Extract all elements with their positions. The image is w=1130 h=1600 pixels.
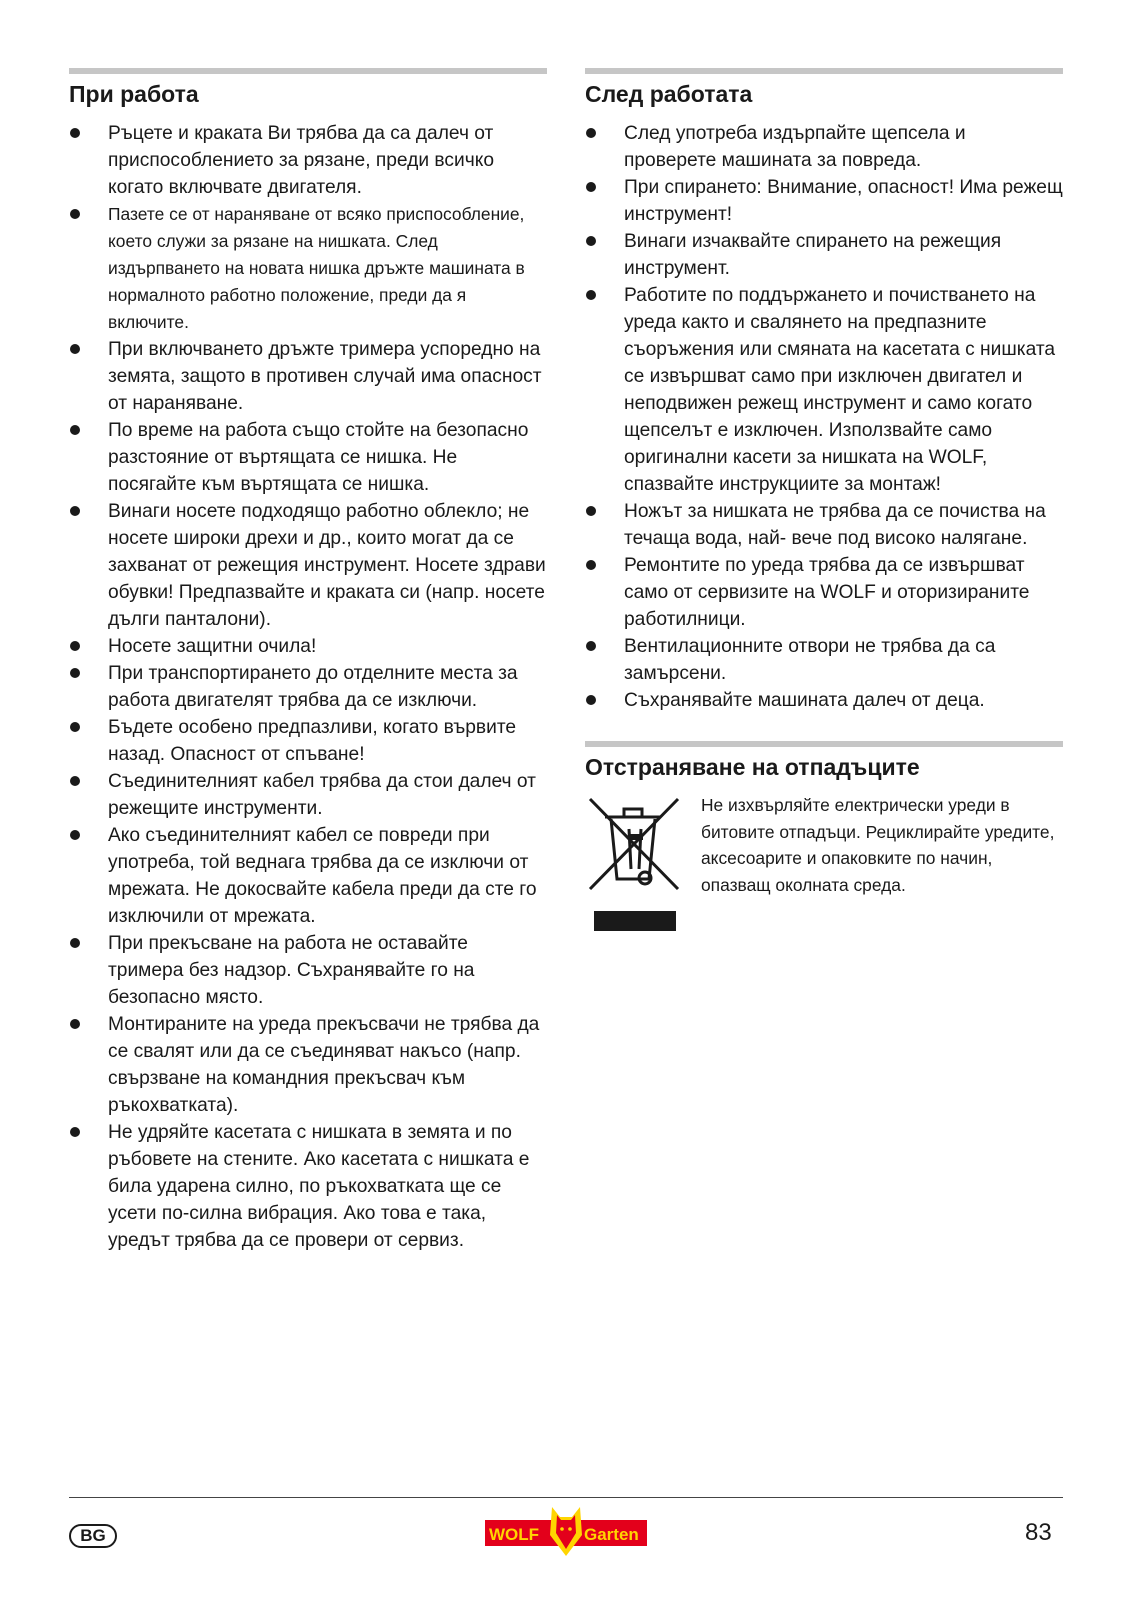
list-item: Съхранявайте машината далеч от деца.	[585, 687, 1063, 714]
list-item: Не удряйте касетата с нишката в земята и по ръбовете на стените. Ако касетата с нишката е била ударена силно, по ръкохватката ще се усети по-силна вибрация. Ако това е така, уредът трябва да се провери от сервиз.	[69, 1119, 547, 1254]
disposal-text: Не изхвърляйте електрически уреди в битовите отпадъци. Рециклирайте уредите, аксесоарите и опаковките по начин, опазващ околната среда.	[701, 795, 1055, 895]
list-item: При прекъсване на работа не оставайте тримера без надзор. Съхранявайте го на безопасно място.	[69, 930, 547, 1011]
bullet-icon	[70, 938, 80, 948]
bullet-icon	[70, 1019, 80, 1029]
bullet-icon	[70, 128, 80, 138]
bullet-icon	[70, 209, 80, 219]
list-item: Винаги изчаквайте спирането на режещия инструмент.	[585, 228, 1063, 282]
bullet-icon	[70, 641, 80, 651]
bullet-icon	[586, 506, 596, 516]
disposal-section	[585, 741, 1063, 933]
list-item: Ножът за нишката не трябва да се почиства на течаща вода, най- вече под високо налягане.	[585, 498, 1063, 552]
disposal-block	[585, 793, 1063, 933]
list-item: При спирането: Внимание, опасност! Има режещ инструмент!	[585, 174, 1063, 228]
list-item: Монтираните на уреда прекъсвачи не трябва да се свалят или да се съединяват накъсо (напр. свързване на командния прекъсвач към ръкохватката).	[69, 1011, 547, 1119]
bullet-icon	[586, 641, 596, 651]
safety-list-after-work	[585, 120, 1063, 714]
list-item: Ръцете и краката Ви трябва да са далеч от приспособлението за рязане, преди всичко когато включвате двигателя.	[69, 120, 547, 201]
list-item: При включването дръжте тримера успоредно на земята, защото в противен случай има опасност от нараняване.	[69, 336, 547, 417]
bullet-icon	[70, 776, 80, 786]
bullet-icon	[586, 236, 596, 246]
list-item: Носете защитни очила!	[69, 633, 547, 660]
logo-text-garten: Garten	[584, 1525, 639, 1544]
left-column	[69, 68, 547, 1254]
bullet-icon	[586, 182, 596, 192]
list-item: Работите по поддържането и почистването на уреда както и свалянето на предпазните съоръжения или смяната на касетата с нишката се извършват само при изключен двигател и неподвижен режещ инструмент и само когато щепселът е изключен. Използвайте само оригинални касети за нишката на WOLF, спазвайте инструкциите за монтаж!	[585, 282, 1063, 498]
bullet-icon	[70, 830, 80, 840]
page-number: 83	[1025, 1519, 1052, 1546]
bullet-icon	[70, 344, 80, 354]
crossed-out-bin-icon	[585, 793, 685, 933]
bullet-icon	[586, 560, 596, 570]
list-item: Ремонтите по уреда трябва да се извършват само от сервизите на WOLF и оторизираните работилници.	[585, 552, 1063, 633]
wolf-garten-logo	[485, 1505, 647, 1557]
section-heading-after-work: След работата	[585, 81, 753, 107]
list-item: Съединителният кабел трябва да стои далеч от режещите инструменти.	[69, 768, 547, 822]
safety-list-during-work	[69, 120, 547, 1254]
bullet-icon	[70, 1127, 80, 1137]
bullet-icon	[70, 722, 80, 732]
list-item: Винаги носете подходящо работно облекло; не носете широки дрехи и др., които могат да се захванат от режещия инструмент. Носете здрави обувки! Предпазвайте и краката си (напр. носете дълги панталони).	[69, 498, 547, 633]
list-item: Пазете се от нараняване от всяко приспособление, което служи за рязане на нишката. След издърпването на новата нишка дръжте машината в нормалното работно положение, преди да я включите.	[69, 201, 547, 336]
language-badge: BG	[69, 1524, 117, 1548]
list-item: Вентилационните отвори не трябва да са замърсени.	[585, 633, 1063, 687]
section-heading-disposal: Отстраняване на отпадъците	[585, 754, 920, 780]
bullet-icon	[70, 668, 80, 678]
section-divider	[69, 68, 547, 74]
bullet-icon	[586, 290, 596, 300]
section-divider	[585, 68, 1063, 74]
section-heading-during-work: При работа	[69, 81, 199, 107]
bullet-icon	[70, 506, 80, 516]
logo-text-wolf: WOLF	[489, 1525, 540, 1544]
right-column	[585, 68, 1063, 933]
bullet-icon	[70, 425, 80, 435]
list-item: При транспортирането до отделните места за работа двигателят трябва да се изключи.	[69, 660, 547, 714]
bullet-icon	[586, 128, 596, 138]
footer-divider	[69, 1497, 1063, 1498]
section-divider	[585, 741, 1063, 747]
list-item: По време на работа също стойте на безопасно разстояние от въртящата се нишка. Не посягайте към въртящата се нишка.	[69, 417, 547, 498]
bullet-icon	[586, 695, 596, 705]
list-item: Ако съединителният кабел се повреди при употреба, той веднага трябва да се изключи от мрежата. Не докосвайте кабела преди да сте го изключили от мрежата.	[69, 822, 547, 930]
list-item: Бъдете особено предпазливи, когато вървите назад. Опасност от спъване!	[69, 714, 547, 768]
list-item: След употреба издърпайте щепсела и проверете машината за повреда.	[585, 120, 1063, 174]
